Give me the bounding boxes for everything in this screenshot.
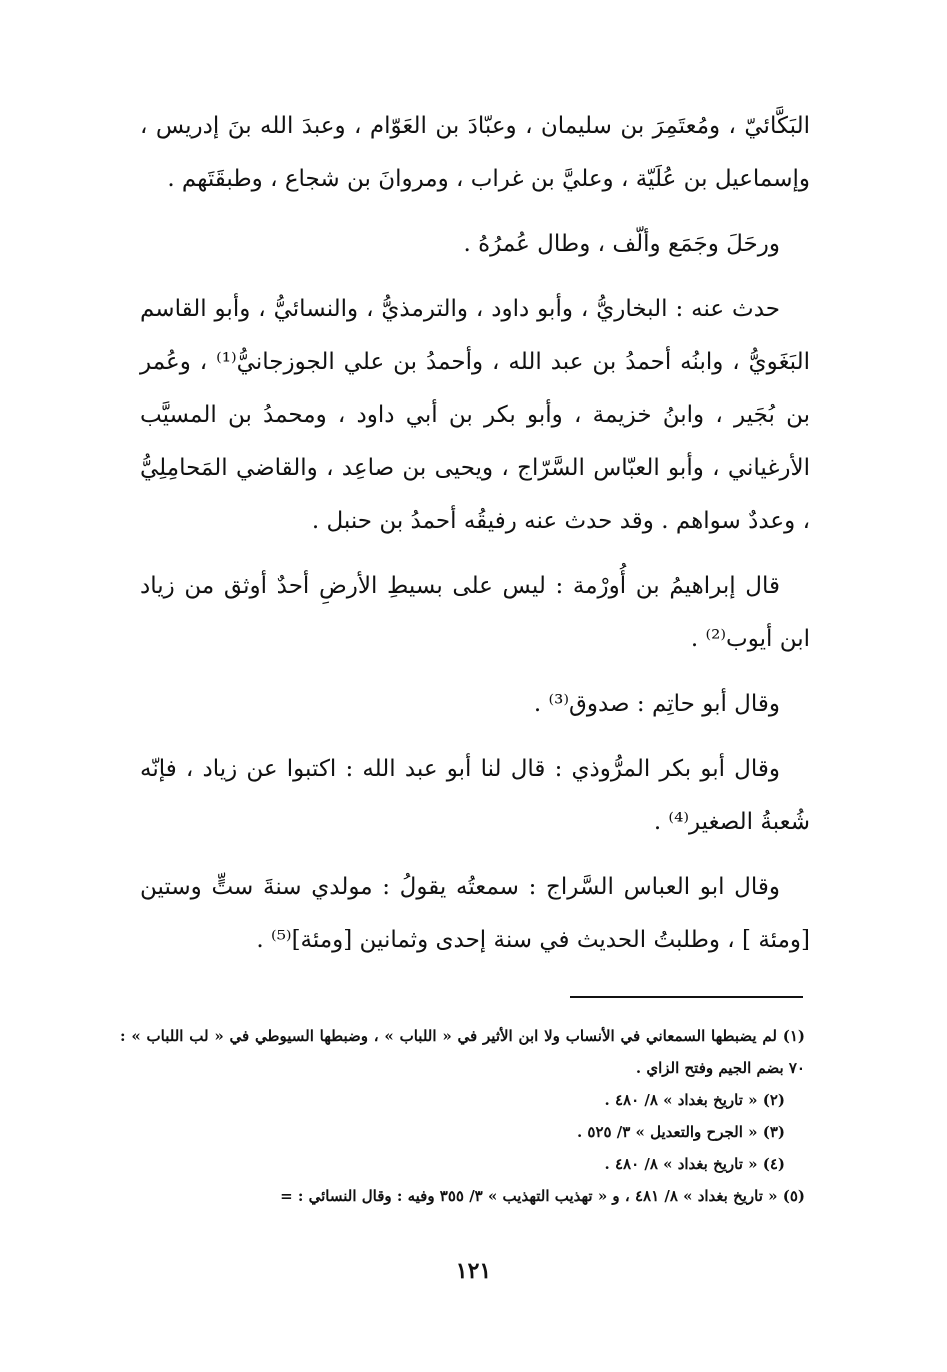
page-number: ١٢١ (455, 1258, 492, 1284)
footnote-divider (570, 996, 803, 998)
paragraph-travels: ورحَلَ وجَمَع وألّف ، وطال عُمرُهُ . (463, 231, 780, 257)
paragraph-teachers: البَكَّائيّ ، ومُعتَمِرَ بن سليمان ، وعبّادَ بن العَوّام ، وعبدَ الله بنَ إدريس ، وإسماعيل بن عُلَيّة ، وعليَّ بن غراب ، ومروانَ بن شجاع ، وطبقَتَهم . (140, 113, 810, 192)
footnote-1: (١) لم يضبطها السمعاني في الأنساب ولا ابن الأثير في « اللباب » ، وضبطها السيوطي في « لب اللباب » : ٧٠ بضم الجيم وفتح الزاي . (120, 1027, 805, 1077)
paragraph-marwazi-quote: وقال أبو بكر المرُّوذي : قال لنا أبو عبد الله : اكتبوا عن زياد ، فإنّه شُعبةُ الصغير⁽⁴⁾ . (140, 756, 810, 835)
paragraph-ibrahim-quote: قال إبراهيمُ بن أُورْمة : ليس على بسيطِ الأرضِ أحدٌ أوثق من زياد ابن أيوب⁽²⁾ . (140, 573, 810, 652)
main-text-block (140, 100, 810, 979)
footnotes-block (120, 1020, 805, 1212)
footnote-4: (٤) « تاريخ بغداد » ٨/ ٤٨٠ . (604, 1155, 785, 1173)
paragraph-abu-hatim-quote: وقال أبو حاتِم : صدوق⁽³⁾ . (533, 691, 780, 717)
paragraph-sarraj-quote: وقال ابو العباس السَّراج : سمعتُه يقولُ : مولدي سنةَ ستٍّ وستين [ومئة ] ، وطلبتُ الحديث في سنة إحدى وثمانين [ومئة]⁽⁵⁾ . (140, 874, 810, 953)
paragraph-narrators: حدث عنه : البخاريُّ ، وأبو داود ، والترمذيُّ ، والنسائيُّ ، وأبو القاسم البَغَويُّ ، وابنُه أحمدُ بن عبد الله ، وأحمدُ بن علي الجوزجانيُّ⁽¹⁾ ، وعُمر بن بُجَير ، وابنُ خزيمة ، وأبو بكر بن أبي داود ، ومحمدُ بن المسيَّب الأرغياني ، وأبو العبّاس السَّرّاج ، ويحيى بن صاعِد ، والقاضي المَحامِلِيُّ ، وعددٌ سواهم . وقد حدث عنه رفيقُه أحمدُ بن حنبل . (140, 296, 810, 534)
footnote-2: (٢) « تاريخ بغداد » ٨/ ٤٨٠ . (604, 1091, 785, 1109)
footnote-3: (٣) « الجرح والتعديل » ٣/ ٥٢٥ . (576, 1123, 785, 1141)
footnote-5: (٥) « تاريخ بغداد » ٨/ ٤٨١ ، و « تهذيب التهذيب » ٣/ ٣٥٥ وفيه : وقال النسائي : = (280, 1187, 805, 1205)
